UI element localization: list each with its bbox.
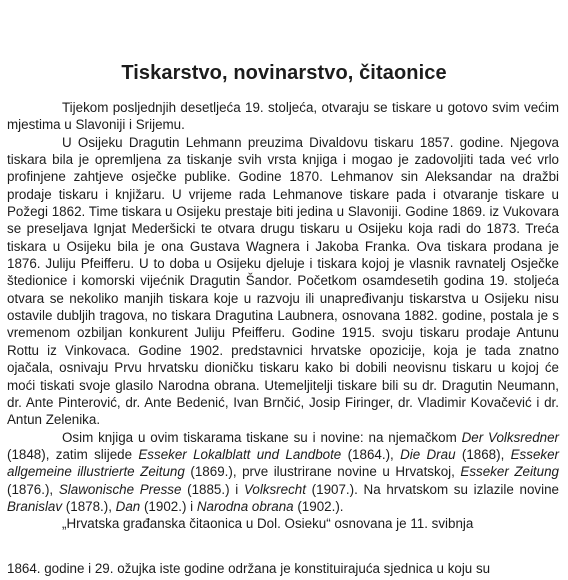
paragraph xyxy=(7,134,559,429)
body-text xyxy=(7,99,559,533)
newspaper-title: Esseker Zeitung xyxy=(460,464,559,480)
text-run: „Hrvatska građanska čitaonica u Dol. Osieku“ osnovana je 11. svibnja xyxy=(62,516,474,532)
text-run: (1902.) i xyxy=(140,498,197,514)
text-run: (1907.). Na hrvatskom su izlazile novine xyxy=(305,481,559,497)
text-run: (1902.). xyxy=(293,498,344,514)
newspaper-title: Slawonische Presse xyxy=(58,481,182,497)
text-run: Osim knjiga u ovim tiskarama tiskane su i novine: na njemačkom xyxy=(62,429,462,445)
text-run: (1864.), xyxy=(341,446,401,462)
newspaper-title: Volksrecht xyxy=(243,481,306,497)
paragraph xyxy=(7,99,559,134)
page-title: Tiskarstvo, novinarstvo, čitaonice xyxy=(121,62,447,84)
text-run: (1869.), prve ilustrirane novine u Hrvatskoj, xyxy=(184,464,461,480)
newspaper-title: Der Volksredner xyxy=(461,429,559,445)
cut-off-line-container xyxy=(7,560,559,580)
newspaper-title: Esseker Lokalblatt und Landbote xyxy=(138,446,342,462)
paragraph xyxy=(7,515,559,532)
text-run: U Osijeku Dragutin Lehmann preuzima Divaldovu tiskaru 1857. godine. Njegova tiskara bila je opremljena za tiskanje svih vrsta knjiga i mogao je zadovoljiti tada već vrlo profinjene zahtjeve osječke publike. Godine 1870. Lehmanov sin Aleksandar na dražbi prodaje tiskaru i knjižaru. U vrijeme rada Lehmanove tiskare pada i otvaranje tiskare u Požegi 1862. Time tiskara u Osijeku prestaje biti jedina u Slavoniji. Godine 1869. iz Vukovara se preseljava Ignjat Mederšicki te otvara drugu tiskaru u Osijeku koja radi do 1873. Treća tiskara u Osijeku bila je ona Gustava Wagnera i Jakoba Franka. Ova tiskara prodana je 1876. Juliju Pfeifferu. U to doba u Osijeku djeluje i tiskara kojoj je vlasnik ravnatelj Osječke štedionice i komorski vijećnik Dragutin Šandor. Početkom osamdesetih godina 19. stoljeća otvara se nekoliko manjih tiskara koje u razvoju ili unapređivanju tiskarstva u Osijeku nisu ostavile dubljih tragova, no tiskara Dragutina Laubnera, osnovana 1882. godine, postala je s vremenom ozbiljan konkurent Juliju Pfeifferu. Godine 1915. svoju tiskaru prodaje Antunu Rottu iz Vinkovaca. Godine 1902. predstavnici hrvatske opozicije, koja je tada znatno ojačala, osnivaju Prvu hrvatsku dioničku tiskaru kako bi dobili neovisnu tiskaru u kojoj će moći tiskati svoje glasilo Narodna obrana. Utemeljitelji tiskare bili su dr. Dragutin Neumann, dr. Ante Pinterović, dr. Ante Bedenić, Ivan Brnčić, Josip Firinger, dr. Vladimir Kovačević i dr. Antun Zelenika. xyxy=(7,134,559,428)
text-run: (1876.), xyxy=(7,481,59,497)
paragraph xyxy=(7,429,559,516)
newspaper-title: Dan xyxy=(115,498,141,514)
text-run: (1868), xyxy=(455,446,511,462)
text-run: (1878.), xyxy=(62,498,116,514)
text-run: Tijekom posljednjih desetljeća 19. stoljeća, otvaraju se tiskare u gotovo svim većim mjestima u Slavoniji i Srijemu. xyxy=(7,100,559,133)
newspaper-title: Die Drau xyxy=(400,446,456,462)
newspaper-title: Branislav xyxy=(7,498,63,514)
newspaper-title: Esseker allgemeine illustrierte Zeitung xyxy=(7,446,559,480)
text-run: (1885.) i xyxy=(181,481,244,497)
cut-off-line: 1864. godine i 29. ožujka iste godine održana je konstituirajuća sjednica u koju su xyxy=(7,561,491,576)
text-run: (1848), zatim slijede xyxy=(7,446,139,462)
newspaper-title: Narodna obrana xyxy=(196,498,294,514)
